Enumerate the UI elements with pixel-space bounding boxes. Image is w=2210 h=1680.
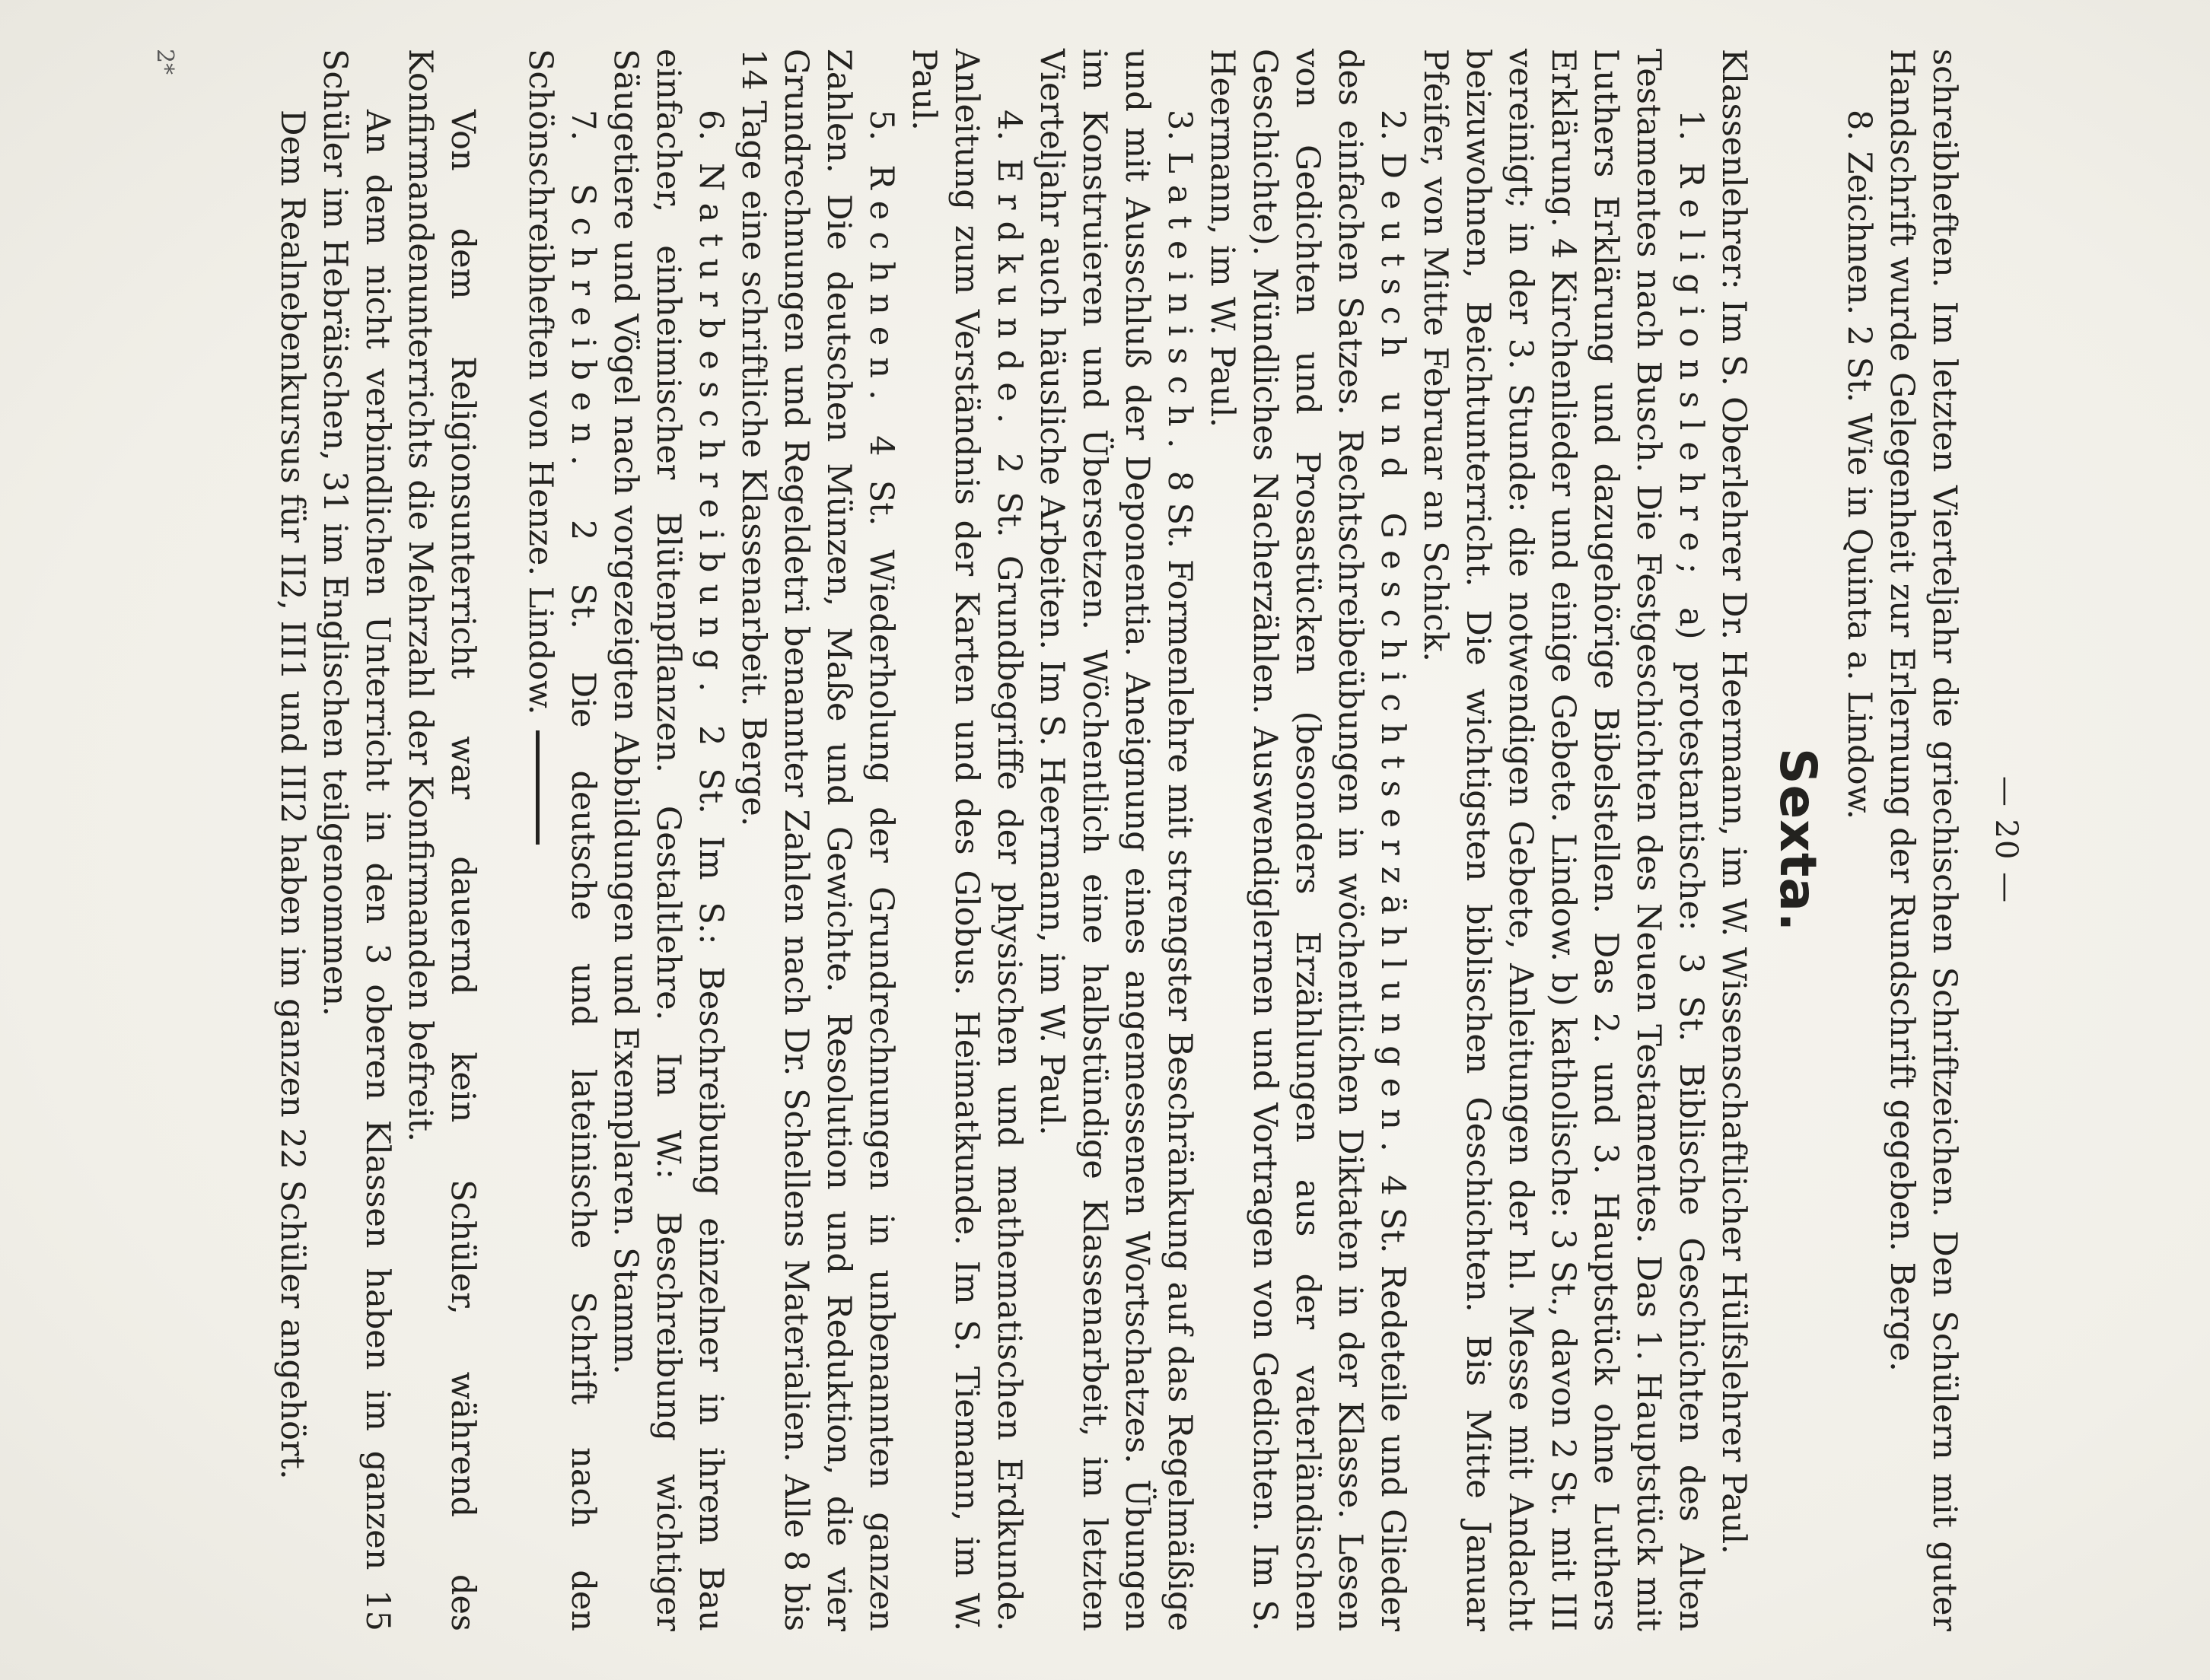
rotated-text-frame	[151, 49, 2024, 1631]
paragraph-subject: Rechnen.	[862, 164, 900, 412]
spacer	[484, 49, 519, 1631]
page-number: — 20 —	[1989, 775, 2024, 905]
paragraph-body: a) protestantische: 3 St. Biblische Geschichten des Alten Testamentes nach Busch. Die Festgeschichten des Neuen Testamentes. Das 1. Hauptstück mit Luthers Erklärung und dazugehörige Bibelstellen. Das 2. und 3. Hauptstück ohne Luthers Erklärung. 4 Kirchenlieder und einige Gebete. Lindow. b) katholische: 3 St., davon 2 St. mit III vereinigt; in der 3. Stunde: die notwendigen Gebete, Anleitungen der hl. Messe mit Andacht beizuwohnen, Beichtunterricht. Die wichtigsten biblischen Geschichten. Bis Mitte Januar Pfeifer, von Mitte Februar an Schick.	[1416, 49, 1710, 1631]
signature-mark: 2*	[151, 49, 178, 75]
paragraph-erdkunde	[903, 49, 1030, 1631]
note-optional-classes: An dem nicht verbindlichen Unterricht in den 3 oberen Klassen haben im ganzen 15 Schüler im Hebräischen, 31 im Englischen teilgenommen.	[316, 49, 396, 1631]
paragraph-subject: Schreiben.	[564, 183, 602, 477]
paragraph-rechnen	[732, 49, 903, 1631]
paragraph-latein	[1030, 49, 1201, 1631]
paragraph-subject: Lateinisch.	[1161, 151, 1199, 460]
paragraph-subject: Religionslehre;	[1672, 162, 1710, 586]
section-heading: Sexta.	[1769, 747, 1827, 933]
paragraph-number: 3.	[1161, 110, 1199, 142]
running-text-zeichnen: 8. Zeichnen. 2 St. Wie in Quinta a. Lindow.	[1840, 110, 1878, 819]
paragraph-subject: Deutsch und Geschichtserzählungen.	[1374, 152, 1412, 1163]
paragraph-religion	[1414, 49, 1712, 1631]
paragraph-body: 4 St. Wiederholung der Grundrechnungen in unbenannten ganzen Zahlen. Die deutschen Münzen, Maße und Gewichte. Resolution und Reduktion, die vier Grundrechnungen und Regeldetri benannter Zahlen nach Dr. Schellens Materialien. Alle 8 bis 14 Tage eine schriftliche Klassenarbeit. Berge.	[734, 49, 900, 1631]
paragraph-body: 8 St. Formenlehre mit strengster Beschränkung auf das Regelmäßige und mit Ausschluß der Deponentia. Aneignung eines angemessenen Wortschatzes. Übungen im Konstruieren und Übersetzen. Wöchentlich eine halbstündige Klassenarbeit, im letzten Vierteljahr auch häusliche Arbeiten. Im S. Heermann, im W. Paul.	[1033, 49, 1199, 1631]
paragraph-body: 4 St. Redeteile und Glieder des einfachen Satzes. Rechtschreibeübungen in wöchentlichen Diktaten in der Klasse. Lesen von Gedichten und Prosastücken (besonders Erzählungen aus der vaterländischen Geschichte). Mündliches Nacherzählen. Auswendiglernen und Vortragen von Gedichten. Im S. Heermann, im W. Paul.	[1203, 49, 1412, 1632]
running-text-intro: schreibheften. Im letzten Vierteljahr die griechischen Schriftzeichen. Den Schülern mit guter Handschrift wurde Gelegenheit zur Erlernung der Rundschrift gegeben. Berge.	[1883, 49, 1963, 1631]
class-teacher-line: Klassenlehrer: Im S. Oberlehrer Dr. Heermann, im W. Wissenschaftlicher Hülfslehrer Paul.	[1715, 49, 1753, 1554]
section-end-rule	[537, 730, 540, 845]
paragraph-body: 2 St. Grundbegriffe der physischen und mathematischen Erdkunde. Anleitung zum Verständnis der Karten und des Globus. Heimatkunde. Im S. Tiemann, im W. Paul.	[905, 49, 1028, 1631]
paragraph-number: 1.	[1672, 110, 1710, 142]
paragraph-number: 5.	[862, 110, 900, 142]
paragraph-naturbeschreibung	[604, 49, 732, 1631]
paragraph-number: 4.	[990, 110, 1028, 142]
paragraph-subject: Erdkunde.	[990, 158, 1028, 435]
paragraph-body: 2 St. Die deutsche und lateinische Schrift nach den Schönschreibheften von Henze. Lindow.	[521, 49, 602, 1631]
note-realnebenkursus: Dem Realnebenkursus für II2, III1 und III2 haben im ganzen 22 Schüler angehört.	[273, 110, 311, 1480]
paragraph-number: 2.	[1374, 110, 1412, 142]
note-religion: Von dem Religionsunterricht war dauernd kein Schüler, während des Konfirmandenunterrichts die Mehrzahl der Konfirmanden befreit.	[401, 49, 482, 1631]
paragraph-number: 7.	[564, 110, 602, 142]
paragraph-deutsch	[1201, 49, 1414, 1631]
paragraph-number: 6.	[692, 110, 730, 142]
paragraph-subject: Naturbeschreibung.	[692, 162, 730, 704]
paragraph-schreiben	[519, 49, 604, 1631]
paragraph-body: 2 St. Im S.: Beschreibung einzelner in ihrem Bau einfacher, einheimischer Blütenpflanzen. Gestaltlehre. Im W.: Beschreibung wichtiger Säugetiere und Vögel nach vorgezeigten Abbildungen und Exemplaren. Stamm.	[607, 49, 730, 1631]
